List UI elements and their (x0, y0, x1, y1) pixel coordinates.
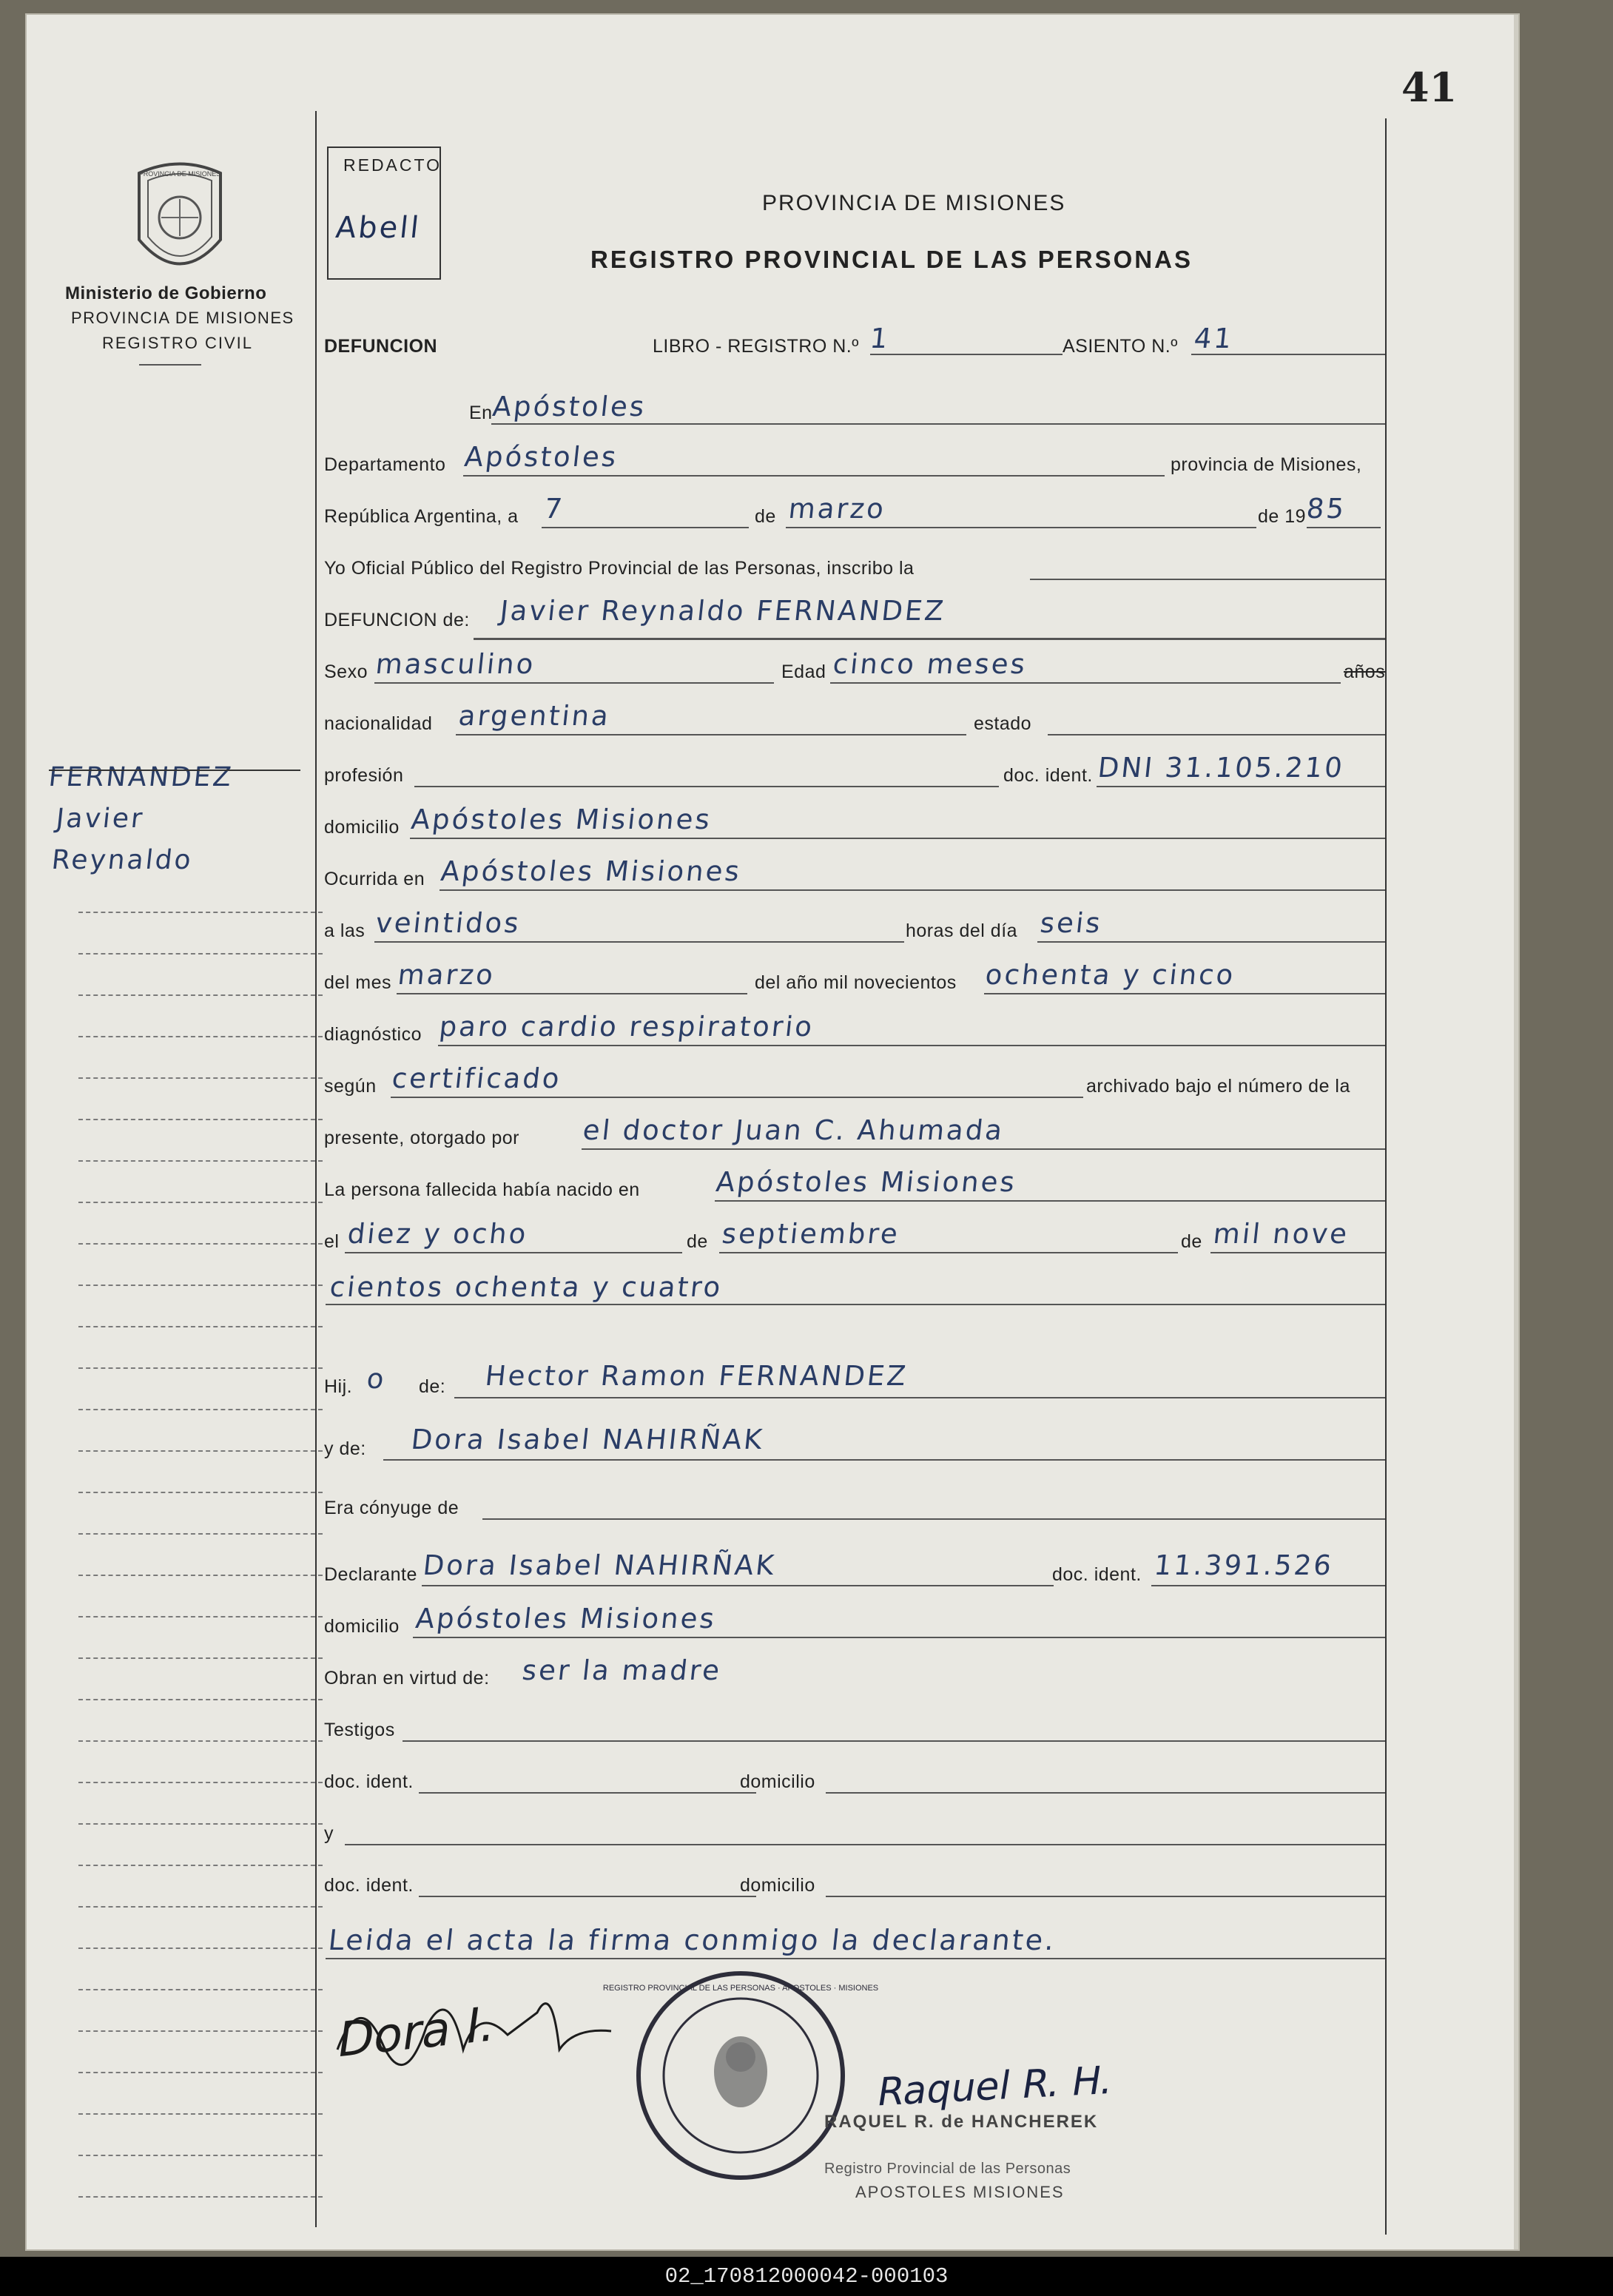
segun-value: certificado (390, 1063, 563, 1094)
footer-file-id: 02_170812000042-000103 (0, 2257, 1613, 2296)
officer-place: APOSTOLES MISIONES (855, 2183, 1065, 2201)
margin-rule (78, 1243, 323, 1245)
margin-rule (78, 1865, 323, 1866)
del-mes-label: del mes (324, 972, 392, 993)
estado-label: estado (974, 713, 1032, 734)
decl-doc-value: 11.391.526 (1152, 1549, 1336, 1581)
officer-signature: Raquel R. H. (874, 2058, 1117, 2115)
conyuge-label: Era cónyuge de (324, 1498, 459, 1518)
ministry-province: PROVINCIA DE MISIONES (71, 309, 294, 327)
y-de-label: y de: (324, 1438, 366, 1459)
margin-rule (78, 1202, 323, 1203)
domicilio-label: domicilio (324, 817, 400, 838)
edad-value: cinco meses (831, 648, 1029, 680)
margin-surname: FERNANDEZ (47, 762, 235, 792)
svg-text:REGISTRO PROVINCIAL DE LAS PER: REGISTRO PROVINCIAL DE LAS PERSONAS · APOSTOLES · MISIONES (602, 1984, 879, 1993)
t-y-label: y (324, 1823, 334, 1844)
closing-statement: Leida el acta la firma conmigo la declarante. (326, 1924, 1058, 1956)
decl-doc-label: doc. ident. (1052, 1564, 1142, 1585)
margin-rule (78, 1740, 323, 1742)
doc-ident-value: DNI 31.105.210 (1096, 752, 1346, 784)
presente-label: presente, otorgado por (324, 1128, 519, 1148)
padre-line (454, 1397, 1385, 1398)
province-title: PROVINCIA DE MISIONES (762, 191, 1066, 215)
del-ano-label: del año mil novecientos (755, 972, 957, 993)
de2-label: de (687, 1231, 708, 1252)
madre-value: Dora Isabel NAHIRÑAK (409, 1424, 766, 1455)
t2-domicilio-label: domicilio (740, 1875, 815, 1896)
margin-rule (78, 912, 323, 913)
margin-rule (78, 1492, 323, 1493)
conyuge-line (482, 1518, 1385, 1520)
testigos-line (403, 1740, 1385, 1742)
profesion-line (414, 786, 999, 787)
day-line (542, 527, 749, 528)
del-ano-line (984, 993, 1385, 994)
asiento-value: 41 (1192, 323, 1236, 354)
redacto-box (327, 147, 441, 280)
declarante-label: Declarante (324, 1564, 417, 1585)
en-line (491, 423, 1385, 425)
sexo-value: masculino (374, 648, 537, 680)
diagnostico-line (438, 1045, 1385, 1046)
a-las-value: veintidos (374, 907, 522, 939)
birth-year-continuation: cientos ochenta y cuatro (328, 1271, 724, 1303)
t-doc-label: doc. ident. (324, 1771, 414, 1792)
nacionalidad-value: argentina (457, 700, 613, 732)
birth-year-line (326, 1304, 1385, 1305)
left-column-border (315, 111, 317, 2227)
de3-value: mil nove (1211, 1218, 1351, 1250)
nacido-label: La persona fallecida había nacido en (324, 1179, 640, 1200)
officer-name: RAQUEL R. de HANCHEREK (824, 2112, 1099, 2132)
el-line (345, 1252, 682, 1253)
de2-value: septiembre (720, 1218, 902, 1250)
defuncion-line (474, 638, 1385, 640)
doc-ident-line (1097, 786, 1385, 787)
departamento-line (463, 475, 1165, 477)
margin-rule (78, 1367, 323, 1369)
official-seal-stamp-icon (602, 1968, 879, 2183)
declarante-value: Dora Isabel NAHIRÑAK (421, 1549, 778, 1581)
segun-line (391, 1097, 1083, 1098)
declarant-signature-scribble-icon (315, 1961, 626, 2094)
year-prefix: de 19 (1258, 506, 1307, 527)
presente-value: el doctor Juan C. Ahumada (581, 1114, 1006, 1146)
madre-line (383, 1459, 1385, 1461)
domicilio-line (410, 838, 1385, 839)
de3-line (1210, 1252, 1385, 1253)
profesion-label: profesión (324, 765, 404, 786)
margin-first-name: Javier (54, 804, 147, 834)
t2-doc-label: doc. ident. (324, 1875, 414, 1896)
el-value: diez y ocho (346, 1218, 530, 1250)
oficial-text: Yo Oficial Público del Registro Provincial de las Personas, inscribo la (324, 558, 915, 579)
margin-rule (78, 1989, 323, 1990)
margin-rule (78, 2196, 323, 2198)
margin-rule (49, 770, 300, 771)
margin-rule (78, 1533, 323, 1535)
year-line (1307, 527, 1381, 528)
margin-rule (78, 1326, 323, 1327)
de2-line (719, 1252, 1178, 1253)
departamento-value: Apóstoles (462, 441, 620, 473)
horas-label: horas del día (906, 920, 1018, 941)
margin-rule (78, 1450, 323, 1452)
a-las-line (374, 941, 904, 943)
t-doc-line (419, 1792, 756, 1794)
domicilio-value: Apóstoles Misiones (409, 804, 714, 835)
edad-label: Edad (781, 661, 826, 682)
decl-domicilio-value: Apóstoles Misiones (414, 1603, 718, 1635)
ocurrida-value: Apóstoles Misiones (439, 855, 744, 887)
officer-office: Registro Provincial de las Personas (824, 2161, 1071, 2177)
register-page (27, 15, 1518, 2249)
month-line (786, 527, 1256, 528)
day-value: 7 (542, 493, 566, 525)
nacido-line (715, 1200, 1385, 1202)
year-value: 85 (1304, 493, 1348, 525)
margin-rule (78, 1575, 323, 1576)
provincia-suffix: provincia de Misiones, (1171, 454, 1362, 475)
registry-title: REGISTRO PROVINCIAL DE LAS PERSONAS (590, 246, 1193, 273)
margin-rule (78, 1409, 323, 1410)
decl-domicilio-line (413, 1637, 1385, 1638)
margin-rule (78, 2155, 323, 2156)
margin-rule (78, 2030, 323, 2032)
de-label: de (755, 506, 776, 527)
libro-label: LIBRO - REGISTRO N.º (653, 336, 859, 357)
margin-rule (78, 1906, 323, 1908)
t-y-line (345, 1844, 1385, 1845)
asiento-label: ASIENTO N.º (1063, 336, 1178, 357)
declarante-line (422, 1585, 1054, 1586)
margin-rule (78, 994, 323, 996)
margin-rule (78, 1077, 323, 1079)
asiento-line (1191, 354, 1385, 355)
a-las-label: a las (324, 920, 366, 941)
testigos-label: Testigos (324, 1720, 395, 1740)
svg-text:PROVINCIA DE MISIONES: PROVINCIA DE MISIONES (138, 170, 221, 178)
margin-rule (78, 2072, 323, 2073)
decl-domicilio-label: domicilio (324, 1616, 400, 1637)
oficial-line (1030, 579, 1385, 580)
margin-rule (78, 2113, 323, 2115)
margin-rule (78, 1823, 323, 1825)
el-label: el (324, 1231, 340, 1252)
ocurrida-label: Ocurrida en (324, 869, 425, 889)
anos-label: años (1344, 661, 1386, 682)
segun-label: según (324, 1076, 377, 1097)
province-coat-of-arms-icon (132, 158, 228, 295)
ministry-divider (139, 364, 201, 366)
departamento-label: Departamento (324, 454, 446, 475)
padre-value: Hector Ramon FERNANDEZ (483, 1360, 910, 1392)
presente-line (582, 1148, 1385, 1150)
redacto-initials-signature: Abell (334, 211, 423, 245)
t2-domicilio-line (826, 1896, 1385, 1897)
en-label: En (469, 403, 493, 423)
del-mes-line (397, 993, 747, 994)
horas-value: seis (1038, 907, 1104, 939)
record-type: DEFUNCION (324, 336, 438, 357)
page-number: 41 (1401, 64, 1458, 111)
t-domicilio-line (826, 1792, 1385, 1794)
estado-line (1048, 734, 1385, 735)
t-domicilio-label: domicilio (740, 1771, 815, 1792)
margin-rule (78, 1782, 323, 1783)
margin-rule (78, 1285, 323, 1286)
obran-value: ser la madre (520, 1654, 724, 1686)
republica-label: República Argentina, a (324, 506, 519, 527)
margin-rule (78, 1657, 323, 1659)
nacionalidad-label: nacionalidad (324, 713, 433, 734)
hij-value: o (365, 1363, 388, 1395)
right-column-border (1385, 118, 1387, 2235)
en-value: Apóstoles (491, 391, 648, 422)
ministry-registry: REGISTRO CIVIL (102, 334, 254, 352)
diagnostico-value: paro cardio respiratorio (437, 1011, 816, 1043)
del-ano-value: ochenta y cinco (983, 959, 1237, 991)
margin-rule (78, 1036, 323, 1037)
hij-de-label: de: (419, 1376, 446, 1397)
sexo-label: Sexo (324, 661, 368, 682)
nacido-value: Apóstoles Misiones (714, 1166, 1019, 1198)
margin-rule (78, 1160, 323, 1162)
edad-line (830, 682, 1341, 684)
archivado-label: archivado bajo el número de la (1086, 1076, 1350, 1097)
doc-ident-label: doc. ident. (1003, 765, 1093, 786)
margin-rule (78, 1947, 323, 1949)
del-mes-value: marzo (396, 959, 497, 991)
redacto-label: REDACTO (343, 155, 442, 175)
ministry-name: Ministerio de Gobierno (65, 283, 267, 303)
diagnostico-label: diagnóstico (324, 1024, 422, 1045)
declarant-signature: Dora I. (334, 1996, 499, 2069)
month-value: marzo (787, 493, 888, 525)
defuncion-label: DEFUNCION de: (324, 610, 470, 630)
ocurrida-line (440, 889, 1385, 891)
sexo-line (374, 682, 774, 684)
margin-rule (78, 1616, 323, 1617)
horas-line (1037, 941, 1385, 943)
margin-rule (78, 953, 323, 955)
hij-label: Hij. (324, 1376, 353, 1397)
libro-value: 1 (868, 323, 892, 354)
defuncion-value: Javier Reynaldo FERNANDEZ (498, 595, 948, 627)
t2-doc-line (419, 1896, 756, 1897)
obran-label: Obran en virtud de: (324, 1668, 490, 1689)
nacionalidad-line (456, 734, 966, 735)
margin-middle-name: Reynaldo (50, 845, 195, 875)
decl-doc-line (1151, 1585, 1385, 1586)
de3-label: de (1181, 1231, 1202, 1252)
margin-rule (78, 1119, 323, 1120)
closing-line (326, 1958, 1385, 1959)
margin-rule (78, 1699, 323, 1700)
libro-line (870, 354, 1063, 355)
